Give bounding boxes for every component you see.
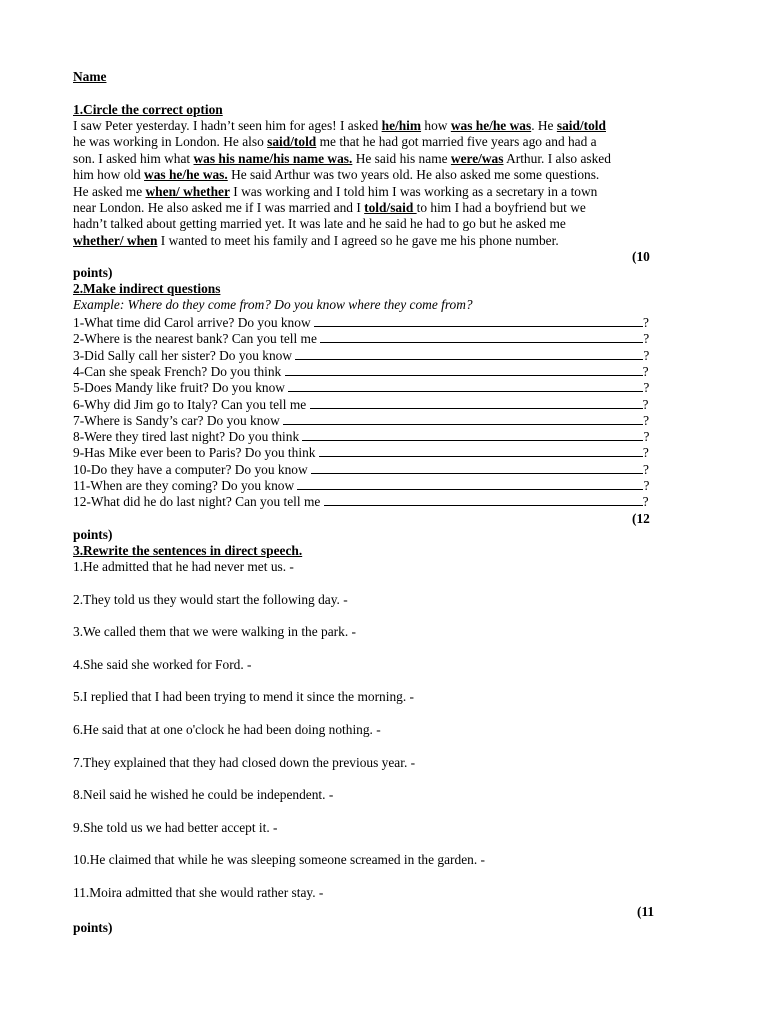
- section-2-points: (12: [632, 511, 650, 526]
- option-said-told-2[interactable]: said/told: [267, 134, 317, 149]
- rewrite-item: 10.He claimed that while he was sleeping someone screamed in the garden. -: [73, 852, 485, 868]
- question-item: [73, 477, 649, 494]
- question-text: 10-Do they have a computer? Do you know: [73, 461, 311, 477]
- answer-blank[interactable]: [324, 493, 643, 506]
- section-1-points-word: points): [73, 265, 113, 280]
- question-item: [73, 379, 649, 396]
- answer-blank[interactable]: [302, 428, 643, 441]
- answer-blank[interactable]: [297, 477, 643, 490]
- section-1-line-4: him how old was he/he was. He said Arthur was two years old. He also asked me some questions.: [73, 167, 600, 182]
- section-1-line-2: he was working in London. He also said/told me that he had got married five years ago and had a: [73, 134, 597, 149]
- question-text: 8-Were they tired last night? Do you think: [73, 429, 303, 445]
- question-text: 9-Has Mike ever been to Paris? Do you think: [73, 445, 319, 461]
- question-text: 7-Where is Sandy’s car? Do you know: [73, 412, 284, 428]
- option-he-him[interactable]: he/him: [381, 118, 422, 133]
- question-mark: ?: [643, 347, 650, 363]
- section-3-points: (11: [637, 904, 655, 919]
- rewrite-item: 4.She said she worked for Ford. -: [73, 656, 252, 672]
- question-item: [73, 396, 648, 413]
- question-mark: ?: [643, 380, 650, 396]
- question-item: [73, 330, 649, 347]
- answer-blank[interactable]: [311, 461, 643, 474]
- question-item: [73, 493, 649, 510]
- option-his-name[interactable]: was his name/his name was.: [193, 151, 353, 166]
- rewrite-item: 3.We called them that we were walking in the park. -: [73, 624, 356, 640]
- name-label: Name: [73, 69, 107, 84]
- section-3-points-word: points): [73, 920, 113, 935]
- option-he-was[interactable]: was he/he was.: [144, 167, 228, 182]
- rewrite-item: 5.I replied that I had been trying to mend it since the morning. -: [73, 689, 414, 705]
- rewrite-item: 6.He said that at one o'clock he had been doing nothing. -: [73, 722, 381, 737]
- option-said-told-1[interactable]: said/told: [556, 118, 606, 133]
- question-item: [73, 363, 649, 380]
- section-1-line-3: son. I asked him what was his name/his name was. He said his name were/was Arthur. I also asked: [73, 151, 611, 166]
- question-item: [73, 461, 649, 478]
- question-mark: ?: [643, 412, 650, 428]
- section-1-points: (10: [632, 249, 650, 264]
- question-mark: ?: [642, 396, 649, 412]
- question-mark: ?: [642, 445, 649, 461]
- section-1-line-7: hadn’t talked about getting married yet. It was late and he said he had to go but he asked me: [73, 216, 566, 231]
- answer-blank[interactable]: [295, 347, 643, 360]
- question-mark: ?: [643, 331, 650, 347]
- answer-blank[interactable]: [319, 444, 643, 457]
- question-mark: ?: [643, 429, 650, 445]
- rewrite-item: 2.They told us they would start the following day. -: [73, 591, 348, 607]
- rewrite-item: 8.Neil said he wished he could be independent. -: [73, 787, 334, 803]
- answer-blank[interactable]: [310, 396, 643, 409]
- question-mark: ?: [642, 363, 649, 379]
- question-text: 5-Does Mandy like fruit? Do you know: [73, 380, 289, 396]
- question-text: 1-What time did Carol arrive? Do you know: [73, 315, 314, 330]
- question-mark: ?: [643, 461, 649, 477]
- section-2-example: Example: Where do they come from? Do you know where they come from?: [73, 297, 473, 312]
- option-whether-when[interactable]: whether/ when: [73, 233, 158, 248]
- option-was-he[interactable]: was he/he was: [450, 118, 532, 133]
- question-text: 12-What did he do last night? Can you tell me: [73, 494, 324, 510]
- option-were-was[interactable]: were/was: [450, 151, 504, 166]
- section-1-line-6: near London. He also asked me if I was married and I told/said to him I had a boyfriend but we: [73, 200, 586, 215]
- answer-blank[interactable]: [314, 314, 643, 327]
- question-text: 3-Did Sally call her sister? Do you know: [73, 347, 296, 363]
- section-2-title: 2.Make indirect questions: [73, 281, 221, 296]
- section-1-line-8: whether/ when I wanted to meet his family and I agreed so he gave me his phone number.: [73, 233, 559, 248]
- section-1-line-1: I saw Peter yesterday. I hadn’t seen him for ages! I asked he/him how was he/he was. He said/told: [73, 118, 606, 133]
- answer-blank[interactable]: [285, 363, 643, 376]
- question-item: [73, 428, 649, 445]
- question-text: 6-Why did Jim go to Italy? Can you tell me: [73, 396, 310, 412]
- question-mark: ?: [642, 494, 649, 510]
- answer-blank[interactable]: [320, 330, 643, 343]
- question-text: 2-Where is the nearest bank? Can you tell me: [73, 331, 321, 347]
- question-item: [73, 347, 649, 364]
- section-3-title: 3.Rewrite the sentences in direct speech.: [73, 543, 303, 558]
- question-mark: ?: [642, 315, 649, 330]
- answer-blank[interactable]: [283, 412, 643, 425]
- rewrite-item: 1.He admitted that he had never met us. -: [73, 559, 294, 574]
- option-when-whether[interactable]: when/ whether: [145, 184, 230, 199]
- option-told-said[interactable]: told/said: [364, 200, 417, 215]
- question-item: [73, 314, 649, 331]
- question-item: [73, 412, 649, 429]
- answer-blank[interactable]: [288, 379, 643, 392]
- rewrite-item: 7.They explained that they had closed down the previous year. -: [73, 754, 416, 770]
- question-text: 11-When are they coming? Do you know: [73, 478, 298, 493]
- question-item: [73, 444, 649, 461]
- question-text: 4-Can she speak French? Do you think: [73, 363, 285, 379]
- section-1-line-5: He asked me when/ whether I was working and I told him I was working as a secretary in a town: [73, 184, 598, 199]
- question-mark: ?: [643, 478, 650, 493]
- rewrite-item: 11.Moira admitted that she would rather stay. -: [73, 885, 324, 900]
- section-1-title: 1.Circle the correct option: [73, 102, 223, 117]
- rewrite-item: 9.She told us we had better accept it. -: [73, 819, 278, 835]
- section-2-points-word: points): [73, 527, 113, 542]
